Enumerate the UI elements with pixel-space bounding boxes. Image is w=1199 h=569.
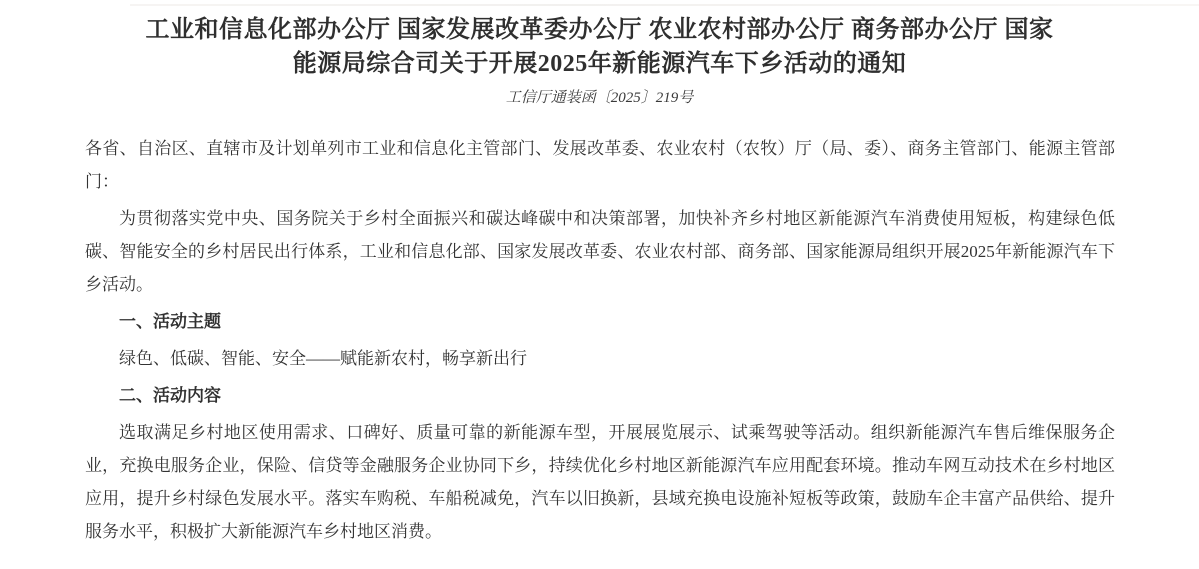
addressee-paragraph: 各省、自治区、直辖市及计划单列市工业和信息化主管部门、发展改革委、农业农村（农牧）厅（局、委）、商务主管部门、能源主管部门：	[85, 139, 1115, 191]
intro-paragraph: 为贯彻落实党中央、国务院关于乡村全面振兴和碳达峰碳中和决策部署，加快补齐乡村地区新能源汽车消费使用短板，构建绿色低碳、智能安全的乡村居民出行体系，工业和信息化部、国家发展改革委、农业农村部、商务部、国家能源局组织开展2025年新能源汽车下乡活动。	[85, 209, 1115, 294]
document-title-line-2: 能源局综合司关于开展2025年新能源汽车下乡活动的通知	[292, 51, 907, 77]
section-2-paragraph: 选取满足乡村地区使用需求、口碑好、质量可靠的新能源车型，开展展览展示、试乘驾驶等活动。组织新能源汽车售后维保服务企业，充换电服务企业，保险、信贷等金融服务企业协同下乡，持续优化乡村地区新能源汽车应用配套环境。推动车网互动技术在乡村地区应用，提升乡村绿色发展水平。落实车购税、车船税减免，汽车以旧换新，县域充换电设施补短板等政策，鼓励车企丰富产品供给、提升服务水平，积极扩大新能源汽车乡村地区消费。	[85, 423, 1115, 541]
section-2-heading: 二、活动内容	[119, 386, 221, 405]
document-title	[0, 0, 1199, 81]
document-title-line-1: 工业和信息化部办公厅 国家发展改革委办公厅 农业农村部办公厅 商务部办公厅 国家	[145, 17, 1054, 43]
document-body	[0, 132, 1199, 548]
top-edge-artifact	[130, 4, 1199, 6]
document-number: 工信厅通装函〔2025〕219号	[505, 90, 694, 106]
activity-theme-text: 绿色、低碳、智能、安全——赋能新农村，畅享新出行	[119, 349, 527, 368]
section-1-heading: 一、活动主题	[119, 312, 221, 331]
